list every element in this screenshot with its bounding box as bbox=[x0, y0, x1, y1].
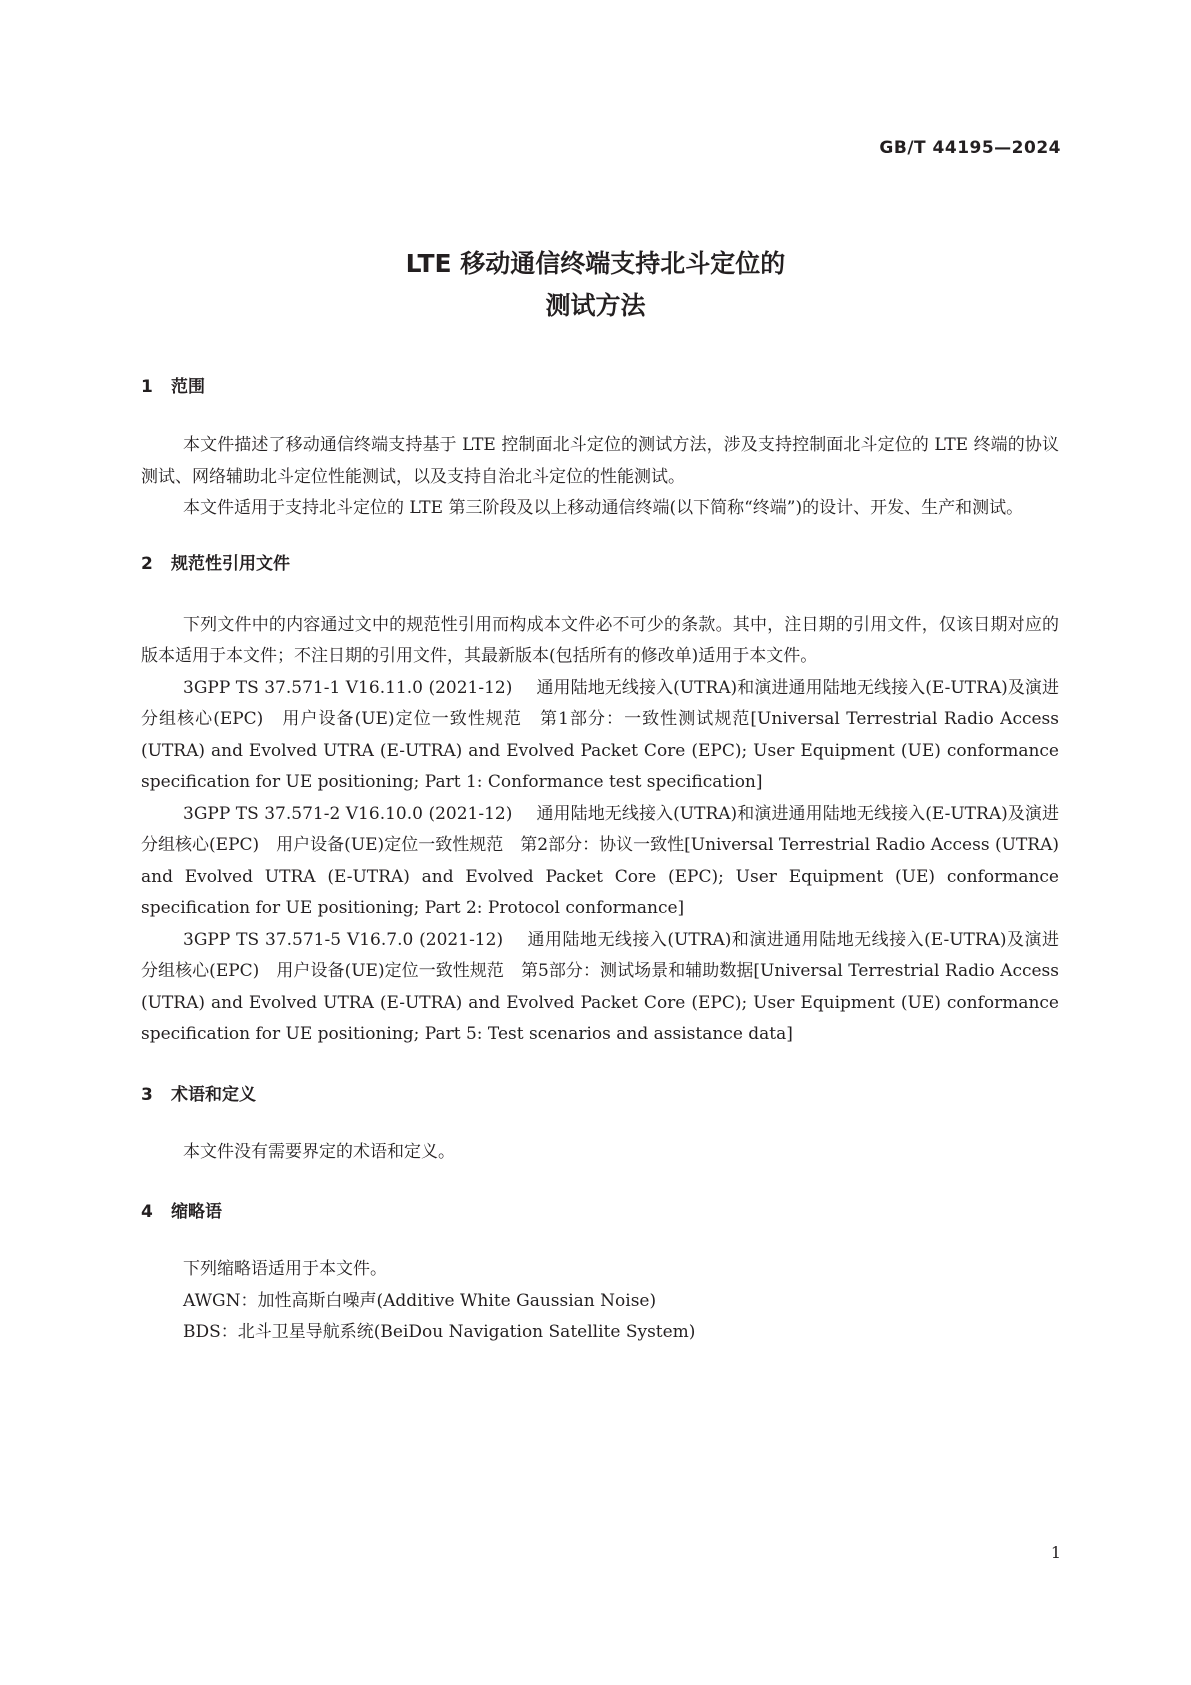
section-title: 范围 bbox=[171, 377, 205, 397]
scope-paragraph: 本文件适用于支持北斗定位的 LTE 第三阶段及以上移动通信终端(以下简称“终端”)的设计、开发、生产和测试。 bbox=[183, 498, 1024, 518]
normative-refs-intro: 下列文件中的内容通过文中的规范性引用而构成本文件必不可少的条款。其中，注日期的引用文件，仅该日期对应的版本适用于本文件；不注日期的引用文件，其最新版本(包括所有的修改单)适用于本文件。 bbox=[141, 614, 1059, 666]
document-body bbox=[141, 375, 1059, 1349]
section-number: 1 bbox=[141, 377, 153, 397]
abbreviations-intro: 下列缩略语适用于本文件。 bbox=[183, 1259, 387, 1279]
section-heading-abbreviations bbox=[141, 1200, 1059, 1224]
reference-text: 通用陆地无线接入(UTRA)和演进通用陆地无线接入(E-UTRA)及演进分组核心(EPC) 用户设备(UE)定位一致性规范 第1部分：一致性测试规范[Universal Terrestrial Radio Access (UTRA) and Evolved UTRA (E-UTRA) and Evolved Packet Core (EPC); User Equipment (UE) conformance specification for UE positioning; Part 1: Conformance test specification] bbox=[141, 677, 1059, 792]
section-heading-scope bbox=[141, 375, 1059, 399]
section-title: 术语和定义 bbox=[171, 1084, 256, 1105]
section-number: 2 bbox=[141, 553, 153, 574]
terms-paragraph: 本文件没有需要界定的术语和定义。 bbox=[183, 1141, 455, 1162]
document-title bbox=[0, 243, 1191, 327]
reference-entry bbox=[141, 673, 1059, 799]
abbreviation-item: BDS：北斗卫星导航系统(BeiDou Navigation Satellite System) bbox=[183, 1322, 696, 1342]
page-number: 1 bbox=[1050, 1543, 1061, 1562]
reference-entry bbox=[141, 925, 1059, 1051]
standard-code: GB/T 44195—2024 bbox=[879, 138, 1061, 158]
section-heading-normative-refs bbox=[141, 552, 1059, 576]
reference-text: 通用陆地无线接入(UTRA)和演进通用陆地无线接入(E-UTRA)及演进分组核心(EPC) 用户设备(UE)定位一致性规范 第2部分：协议一致性[Universal Terrestrial Radio Access (UTRA) and Evolved UTRA (E-UTRA) and Evolved Packet Core (EPC); User Equipment (UE) conformance specification for UE positioning; Part 2: Protocol conformance] bbox=[141, 803, 1059, 918]
section-number: 3 bbox=[141, 1084, 153, 1105]
reference-entry bbox=[141, 799, 1059, 925]
section-title: 缩略语 bbox=[171, 1202, 222, 1222]
section-number: 4 bbox=[141, 1202, 153, 1222]
scope-paragraph: 本文件描述了移动通信终端支持基于 LTE 控制面北斗定位的测试方法，涉及支持控制面北斗定位的 LTE 终端的协议测试、网络辅助北斗定位性能测试，以及支持自治北斗定位的性能测试。 bbox=[141, 435, 1059, 487]
section-heading-terms bbox=[141, 1083, 1059, 1107]
title-line-2: 测试方法 bbox=[545, 291, 646, 320]
section-title: 规范性引用文件 bbox=[171, 553, 290, 574]
title-line-1: LTE 移动通信终端支持北斗定位的 bbox=[405, 249, 786, 278]
reference-text: 通用陆地无线接入(UTRA)和演进通用陆地无线接入(E-UTRA)及演进分组核心(EPC) 用户设备(UE)定位一致性规范 第5部分：测试场景和辅助数据[Universal Terrestrial Radio Access (UTRA) and Evolved UTRA (E-UTRA) and Evolved Packet Core (EPC); User Equipment (UE) conformance specification for UE positioning; Part 5: Test scenarios and assistance data] bbox=[141, 929, 1059, 1044]
reference-code: 3GPP TS 37.571-5 V16.7.0 (2021-12) bbox=[183, 929, 504, 950]
reference-code: 3GPP TS 37.571-1 V16.11.0 (2021-12) bbox=[183, 677, 513, 698]
reference-code: 3GPP TS 37.571-2 V16.10.0 (2021-12) bbox=[183, 803, 513, 824]
abbreviation-item: AWGN：加性高斯白噪声(Additive White Gaussian Noise) bbox=[183, 1290, 657, 1311]
